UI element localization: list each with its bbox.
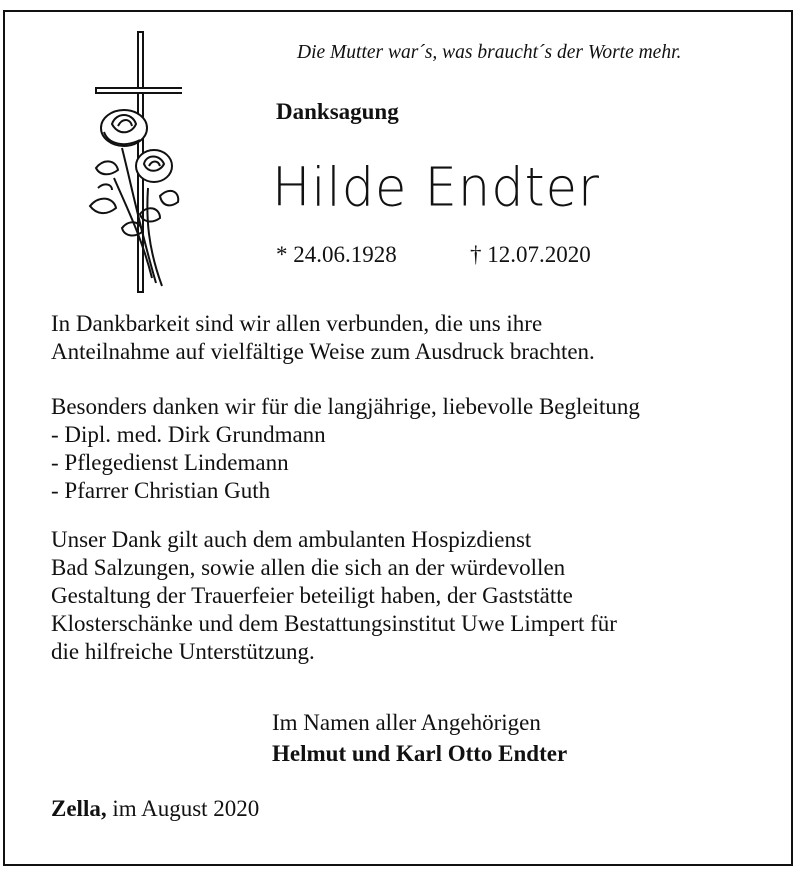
text-line: In Dankbarkeit sind wir allen verbunden, die uns ihre: [51, 311, 543, 336]
paragraph-special-thanks: [51, 393, 640, 505]
text-line: Klosterschänke und dem Bestattungsinstitut Uwe Limpert für: [51, 611, 617, 636]
text-line: - Pflegedienst Lindemann: [51, 450, 289, 475]
signature-names: Helmut und Karl Otto Endter: [272, 741, 568, 766]
text-line: Unser Dank gilt auch dem ambulanten Hospizdienst: [51, 527, 532, 552]
paragraph-thanks: [51, 310, 595, 366]
heading: Danksagung: [276, 99, 399, 124]
text-line: Besonders danken wir für die langjährige, liebevolle Begleitung: [51, 394, 640, 419]
place-date-line: [51, 796, 259, 822]
text-line: Bad Salzungen, sowie allen die sich an der würdevollen: [51, 555, 566, 580]
text-line: die hilfreiche Unterstützung.: [51, 639, 315, 664]
text-line: Anteilnahme auf vielfältige Weise zum Ausdruck brachten.: [51, 339, 595, 364]
cross-with-roses-icon: [82, 28, 182, 298]
date: im August 2020: [106, 796, 260, 821]
birth-date: * 24.06.1928: [276, 242, 397, 267]
death-date: † 12.07.2020: [470, 242, 591, 267]
text-line: - Dipl. med. Dirk Grundmann: [51, 422, 326, 447]
text-line: Gestaltung der Trauerfeier beteiligt haben, der Gaststätte: [51, 583, 573, 608]
paragraph-hospice-thanks: [51, 526, 617, 666]
text-line: - Pfarrer Christian Guth: [51, 478, 271, 503]
signature-intro: Im Namen aller Angehörigen: [272, 710, 541, 735]
deceased-name: Hilde Endter: [272, 157, 600, 219]
motto: Die Mutter war´s, was braucht´s der Worte mehr.: [297, 42, 682, 63]
place: Zella,: [51, 796, 107, 821]
